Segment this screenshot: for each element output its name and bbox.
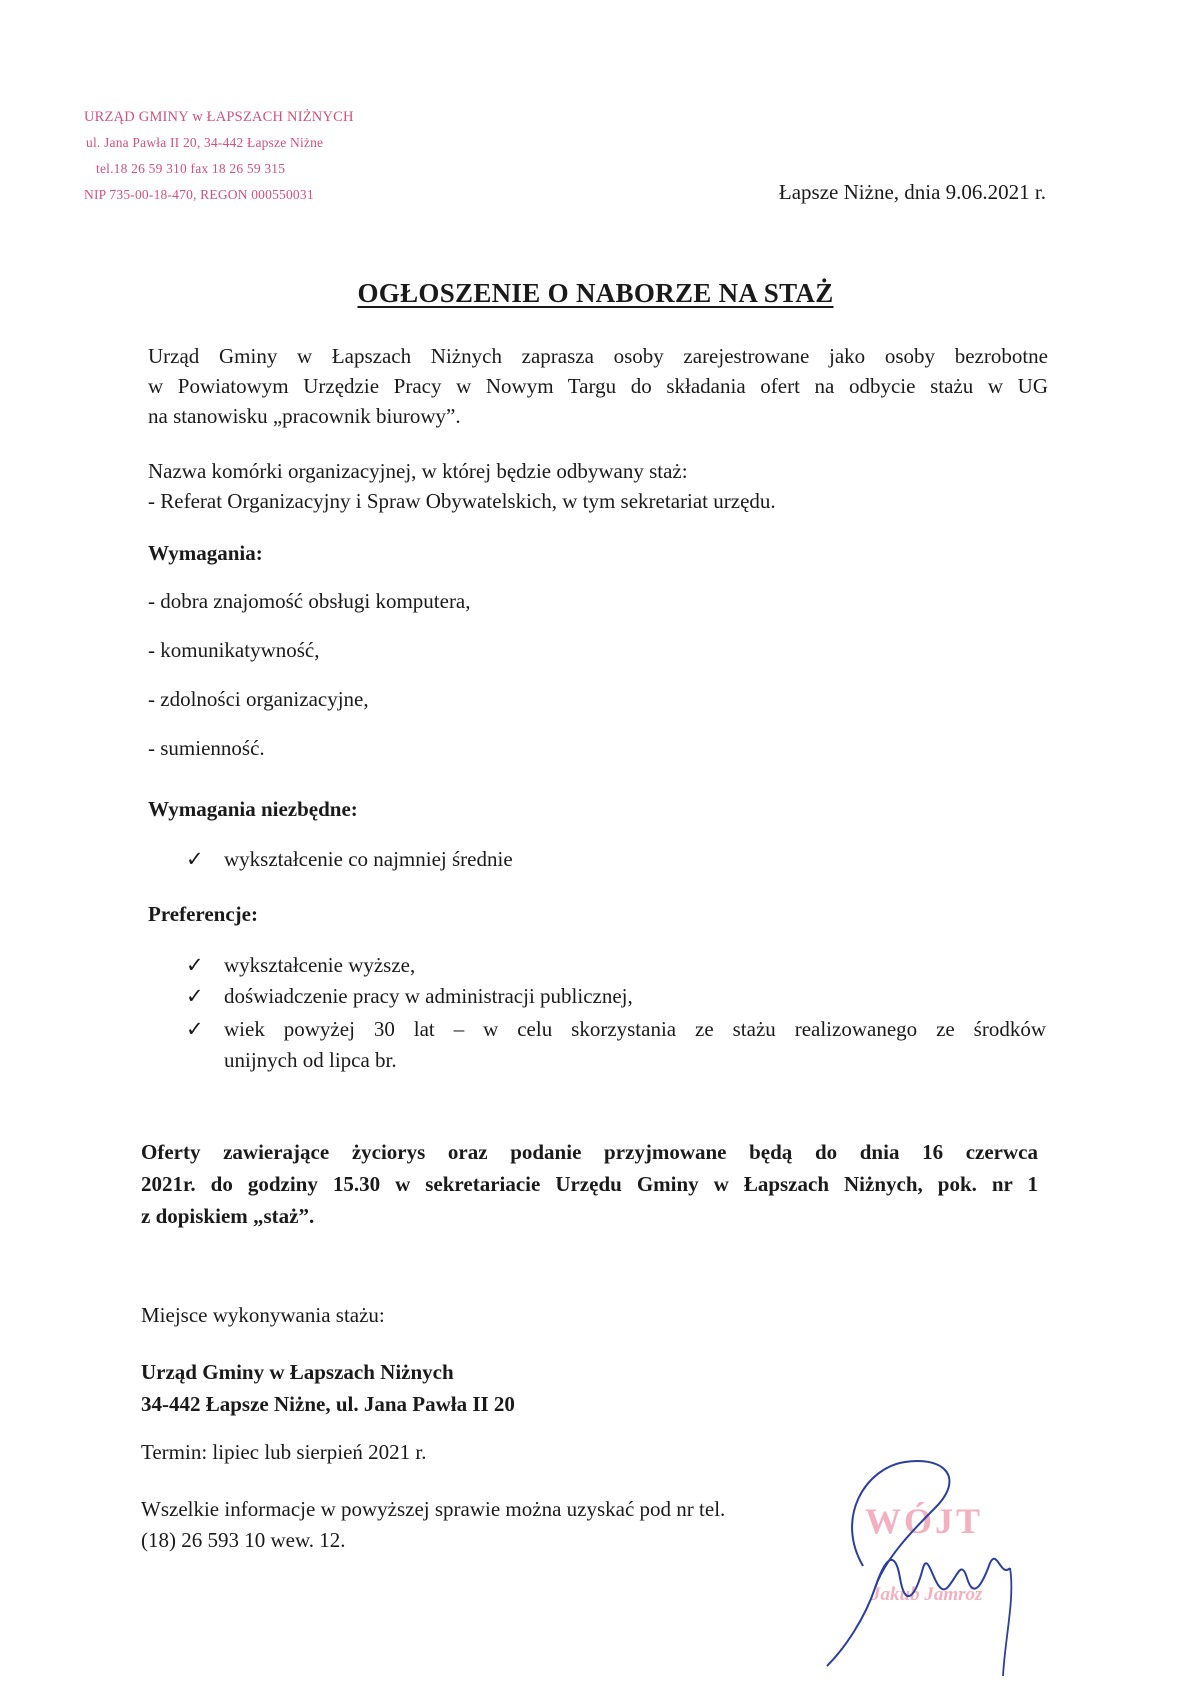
- intro-line: na stanowisku „pracownik biurowy”.: [148, 404, 461, 428]
- place-and-date: Łapsze Niżne, dnia 9.06.2021 r.: [778, 180, 1046, 204]
- preference-item-text: unijnych od lipca br.: [224, 1048, 397, 1072]
- intro-line: Urząd Gminy w Łapszach Niżnych zaprasza osoby zarejestrowane jako osoby bezrobotne: [148, 344, 1048, 368]
- contact-info-line: Wszelkie informacje w powyższej sprawie można uzyskać pod nr tel.: [141, 1497, 726, 1521]
- document-title: OGŁOSZENIE O NABORZE NA STAŻ: [357, 278, 834, 308]
- necessary-item: [186, 847, 513, 872]
- stamp-line-phone: tel.18 26 59 310 fax 18 26 59 315: [96, 161, 286, 176]
- contact-phone: (18) 26 593 10 wew. 12.: [141, 1528, 346, 1552]
- intro-paragraph: [148, 341, 1048, 431]
- requirement-item: - komunikatywność,: [148, 638, 320, 662]
- offers-line: 2021r. do godziny 15.30 w sekretariacie Urzędu Gminy w Łapszach Niżnych, pok. nr 1: [141, 1172, 1038, 1196]
- workplace-address: [141, 1356, 515, 1420]
- requirement-item: - dobra znajomość obsługi komputera,: [148, 589, 471, 613]
- workplace-name: Urząd Gminy w Łapszach Niżnych: [141, 1360, 454, 1384]
- stamp-line-office: URZĄD GMINY w ŁAPSZACH NIŻNYCH: [84, 109, 354, 125]
- unit-value: - Referat Organizacyjny i Spraw Obywatelskich, w tym sekretariat urzędu.: [148, 489, 776, 513]
- offers-line: Oferty zawierające życiorys oraz podanie przyjmowane będą do dnia 16 czerwca: [141, 1140, 1038, 1164]
- signature-stroke: [1003, 1568, 1011, 1676]
- necessary-item-text: wykształcenie co najmniej średnie: [224, 847, 513, 871]
- contact-info: [141, 1494, 725, 1556]
- stamp-line-address: ul. Jana Pawła II 20, 34-442 Łapsze Niżne: [86, 135, 324, 150]
- term: Termin: lipiec lub sierpień 2021 r.: [141, 1440, 427, 1464]
- signature-stamp-name: Jakub Jamróz: [871, 1584, 983, 1605]
- unit-paragraph: [148, 456, 1048, 516]
- requirement-item: - sumienność.: [148, 736, 265, 760]
- offers-line: z dopiskiem „staż”.: [141, 1204, 315, 1228]
- signature-stroke: [827, 1559, 1010, 1666]
- signature-stamp: [805, 1448, 1045, 1678]
- signature-stamp-title: WÓJT: [865, 1501, 984, 1541]
- office-stamp: [84, 104, 374, 208]
- preferences-heading: Preferencje:: [148, 902, 258, 926]
- intro-line: w Powiatowym Urzędzie Pracy w Nowym Targu do składania ofert na odbycie stażu w UG: [148, 374, 1048, 398]
- requirements-heading: Wymagania:: [148, 541, 263, 565]
- check-icon: ✓: [186, 847, 204, 871]
- stamp-line-registry: NIP 735-00-18-470, REGON 000550031: [84, 187, 314, 202]
- check-icon: ✓: [186, 1017, 204, 1041]
- preference-item-text: doświadczenie pracy w administracji publicznej,: [224, 984, 633, 1008]
- requirement-item: - zdolności organizacyjne,: [148, 687, 369, 711]
- preference-item: [186, 953, 415, 978]
- workplace-street: 34-442 Łapsze Niżne, ul. Jana Pawła II 20: [141, 1392, 515, 1416]
- preference-item: [186, 1014, 1046, 1076]
- preference-item: [186, 984, 633, 1009]
- workplace-label: Miejsce wykonywania stażu:: [141, 1303, 385, 1327]
- unit-label: Nazwa komórki organizacyjnej, w której będzie odbywany staż:: [148, 459, 688, 483]
- check-icon: ✓: [186, 953, 204, 977]
- check-icon: ✓: [186, 984, 204, 1008]
- offers-paragraph: [141, 1136, 1038, 1232]
- necessary-heading: Wymagania niezbędne:: [148, 797, 358, 821]
- preference-item-text: wiek powyżej 30 lat – w celu skorzystania ze stażu realizowanego ze środków: [224, 1017, 1046, 1041]
- preference-item-text: wykształcenie wyższe,: [224, 953, 416, 977]
